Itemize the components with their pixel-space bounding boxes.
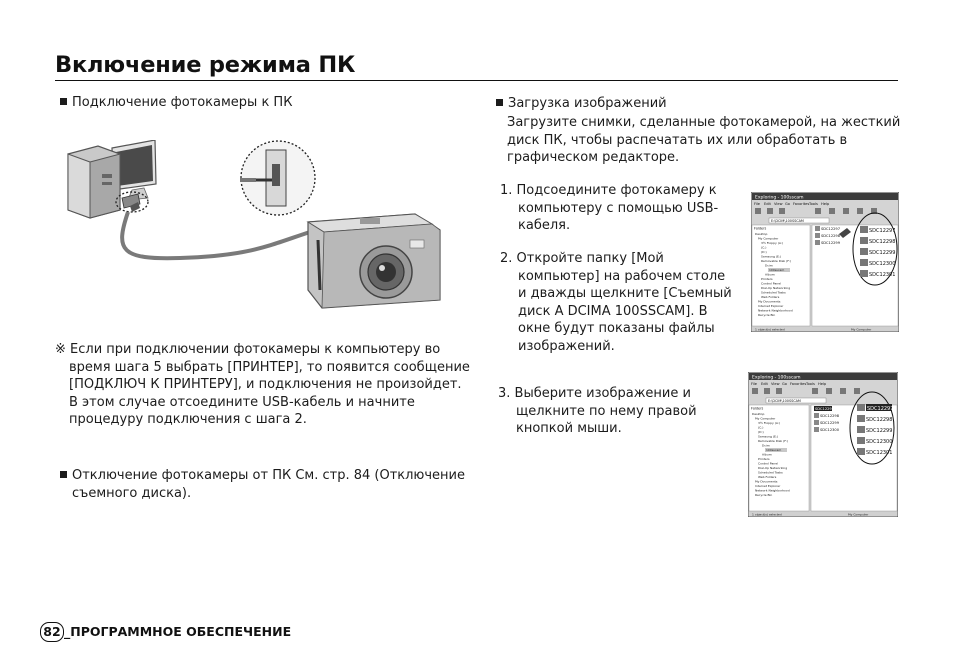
svg-text:SDC12297: SDC12297: [867, 406, 894, 412]
svg-text:100sscam: 100sscam: [769, 268, 785, 272]
svg-text:Web Folders: Web Folders: [758, 475, 777, 479]
svg-text:My Computer: My Computer: [851, 327, 872, 332]
svg-text:My Documents: My Documents: [755, 479, 778, 484]
page-footer: [40, 622, 291, 642]
step3-line-3: кнопкой мыши.: [516, 421, 622, 437]
svg-text:Printers: Printers: [758, 457, 770, 461]
svg-text:SDC12300: SDC12300: [866, 439, 893, 445]
menu-view: View: [774, 202, 783, 206]
svg-text:SDC12297: SDC12297: [869, 228, 896, 234]
note-line-4: В этом случае отсоедините USB-кабель и начните: [69, 394, 415, 410]
svg-text:SDC12300: SDC12300: [869, 261, 896, 267]
step2-line-4: диск A DCIMA 100SSCAM]. В: [518, 303, 708, 319]
svg-text:Scheduled Tasks: Scheduled Tasks: [758, 470, 783, 475]
disconnect-line-2: съемного диска).: [72, 485, 192, 501]
svg-text:My Documents: My Documents: [758, 299, 781, 304]
camera-port-zoom-icon: [240, 141, 315, 215]
svg-text:Internet Explorer: Internet Explorer: [758, 304, 784, 308]
svg-text:SDC12299: SDC12299: [821, 241, 840, 245]
menu-tools: Tools: [809, 202, 818, 206]
svg-text:(C:): (C:): [761, 245, 767, 250]
menu-edit: Edit: [764, 202, 771, 206]
svg-text:E:\DCIM\100SSCAM: E:\DCIM\100SSCAM: [768, 399, 801, 403]
svg-text:SDC12298: SDC12298: [869, 239, 896, 245]
explorer-screenshot-step3: [748, 372, 898, 517]
svg-text:SDC12297: SDC12297: [815, 407, 834, 411]
step3-line-2: щелкните по нему правой: [516, 403, 697, 419]
step2-line-5: окне будут показаны файлы: [518, 321, 715, 337]
step1-line-2: компьютеру с помощью USB-: [518, 200, 719, 216]
usb-plug-pc-icon: [122, 194, 140, 212]
svg-text:(D:): (D:): [758, 430, 764, 434]
svg-text:SDC12298: SDC12298: [866, 417, 893, 423]
svg-text:SDC12299: SDC12299: [820, 421, 839, 425]
svg-text:Control Panel: Control Panel: [761, 281, 781, 286]
disconnect-line-1: Отключение фотокамеры от ПК См. стр. 84 (Отключение: [60, 467, 465, 485]
svg-text:1 object(s) selected: 1 object(s) selected: [755, 327, 785, 332]
svg-text:Printers: Printers: [761, 277, 773, 281]
intro-line-1: Загрузите снимки, сделанные фотокамерой, на жесткий: [507, 115, 901, 130]
svg-text:Scheduled Tasks: Scheduled Tasks: [761, 290, 786, 295]
download-heading: Загрузка изображений: [496, 95, 667, 113]
svg-text:SDC12299: SDC12299: [869, 250, 896, 256]
pc-tower-icon: [68, 146, 120, 218]
window-title: Exploring - 100sscam: [752, 375, 801, 381]
svg-text:Recycle Bin: Recycle Bin: [758, 313, 776, 317]
section-name: _ПРОГРАММНОЕ ОБЕСПЕЧЕНИЕ: [64, 624, 292, 639]
svg-text:Network Neighborhood: Network Neighborhood: [755, 488, 790, 493]
svg-text:Tools: Tools: [806, 382, 815, 386]
svg-text:Go: Go: [782, 382, 787, 386]
menu-help: Help: [821, 202, 830, 206]
svg-text:My Computer: My Computer: [755, 416, 776, 421]
step1-line-3: кабеля.: [518, 218, 571, 234]
menu-favorites: Favorites: [793, 202, 810, 206]
title-underline: [55, 80, 898, 81]
svg-text:3½ Floppy (A:): 3½ Floppy (A:): [761, 241, 784, 245]
svg-text:Recycle Bin: Recycle Bin: [755, 493, 773, 497]
svg-text:View: View: [771, 382, 780, 386]
intro-line-3: графическом редакторе.: [507, 150, 680, 166]
svg-text:Album: Album: [765, 272, 775, 277]
svg-text:3½ Floppy (A:): 3½ Floppy (A:): [758, 421, 781, 425]
svg-text:Removable Disk (F:): Removable Disk (F:): [761, 259, 791, 263]
step2-line-6: изображений.: [518, 339, 615, 354]
svg-text:Internet Explorer: Internet Explorer: [755, 484, 781, 488]
svg-text:1 object(s) selected: 1 object(s) selected: [752, 512, 782, 517]
svg-text:(D:): (D:): [761, 250, 767, 254]
svg-text:Dial-Up Networking: Dial-Up Networking: [761, 286, 791, 290]
svg-text:SDC12299: SDC12299: [866, 428, 893, 434]
svg-text:Network Neighborhood: Network Neighborhood: [758, 308, 793, 313]
svg-text:Desktop: Desktop: [755, 232, 768, 236]
svg-text:SDC12298: SDC12298: [820, 414, 839, 418]
svg-text:Folders: Folders: [751, 406, 764, 411]
explorer-screenshot-step2: [751, 192, 899, 332]
step1-line-1: 1. Подсоедините фотокамеру к: [500, 183, 717, 198]
note-line-2: время шага 5 выбрать [ПРИНТЕР], то появится сообщение: [69, 359, 470, 375]
svg-text:SDC12297: SDC12297: [821, 227, 840, 231]
svg-text:Dcim: Dcim: [762, 443, 770, 448]
folders-pane-label: Folders: [754, 226, 767, 231]
page-title: Включение режима ПК: [55, 52, 356, 78]
svg-text:Removable Disk (F:): Removable Disk (F:): [758, 439, 788, 443]
svg-text:Control Panel: Control Panel: [758, 461, 778, 466]
connect-heading: Подключение фотокамеры к ПК: [60, 94, 292, 112]
page-number: 82: [40, 622, 64, 642]
camera-icon: [308, 214, 440, 308]
svg-text:My Computer: My Computer: [758, 236, 779, 241]
svg-text:Desktop: Desktop: [752, 412, 765, 416]
svg-text:Dial-Up Networking: Dial-Up Networking: [758, 466, 788, 470]
camera-pc-connection-illustration: [60, 140, 450, 320]
note-line-1: ※ Если при подключении фотокамеры к компьютеру во: [55, 342, 441, 357]
intro-line-2: диск ПК, чтобы распечатать их или обработать в: [507, 132, 848, 148]
note-line-3: [ПОДКЛЮЧ К ПРИНТЕРУ], и подключения не произойдет.: [69, 377, 462, 393]
svg-text:100sscam: 100sscam: [766, 448, 782, 452]
svg-text:Dcim: Dcim: [765, 263, 773, 268]
step2-line-1: 2. Откройте папку [Мой: [500, 251, 664, 266]
step2-line-3: и дважды щелкните [Съемный: [518, 286, 732, 302]
svg-text:Web Folders: Web Folders: [761, 295, 780, 299]
usb-cable: [122, 212, 310, 258]
svg-text:Album: Album: [762, 452, 772, 457]
window-title: Exploring - 100sscam: [755, 195, 804, 201]
svg-text:SDC12301: SDC12301: [869, 272, 896, 278]
svg-text:Samsung (E:): Samsung (E:): [761, 254, 782, 259]
note-line-5: процедуру подключения с шага 2.: [69, 412, 307, 428]
svg-text:Edit: Edit: [761, 382, 768, 386]
step3-line-1: 3. Выберите изображение и: [498, 386, 691, 401]
menu-go: Go: [785, 202, 790, 206]
step2-line-2: компьютер] на рабочем столе: [518, 268, 726, 284]
address-bar: E:\DCIM\100SSCAM: [771, 219, 804, 223]
svg-text:My Computer: My Computer: [848, 512, 869, 517]
svg-text:Samsung (E:): Samsung (E:): [758, 434, 779, 439]
svg-text:File: File: [751, 382, 758, 386]
svg-text:Favorites: Favorites: [790, 382, 807, 386]
svg-text:(C:): (C:): [758, 425, 764, 430]
svg-text:Help: Help: [818, 382, 827, 386]
svg-text:SDC12300: SDC12300: [820, 428, 839, 432]
svg-text:SDC12298: SDC12298: [821, 234, 840, 238]
menu-file: File: [754, 202, 761, 206]
svg-text:SDC12301: SDC12301: [866, 450, 893, 456]
